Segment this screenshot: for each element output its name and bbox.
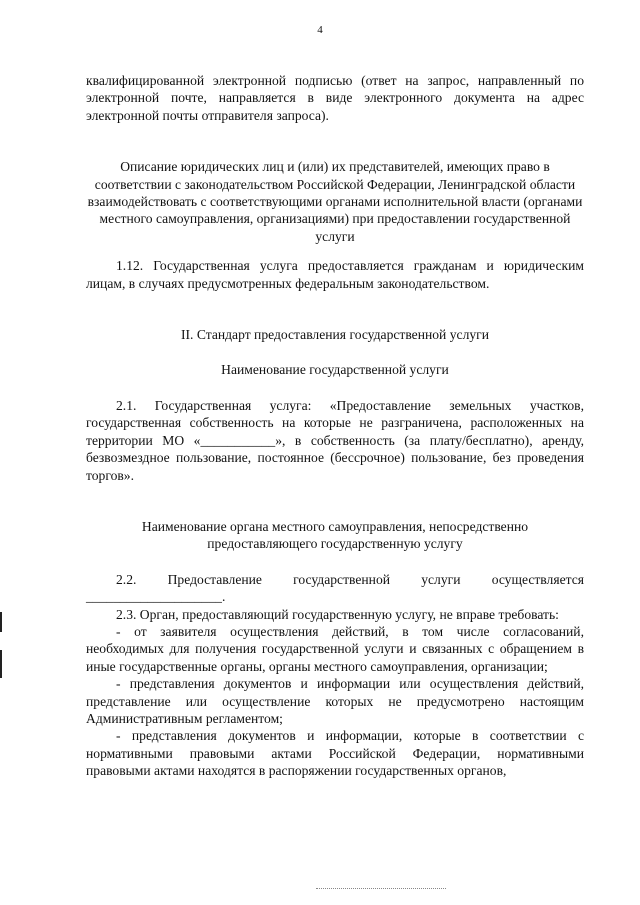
margin-mark — [0, 612, 2, 632]
heading-section-2: II. Стандарт предоставления государственной услуги — [180, 327, 489, 343]
paragraph-1-12: 1.12. Государственная услуга предоставляется гражданам и юридическим лицам, в случаях предусмотренных федеральным законодательством. — [86, 258, 584, 291]
spacer — [86, 553, 584, 571]
document-body — [86, 72, 584, 780]
paragraph-intro: квалифицированной электронной подписью (ответ на запрос, направленный по электронной почте, направляется в виде электронного документа на адрес электронной почты отправителя запроса). — [86, 73, 584, 123]
paragraph-2-1: 2.1. Государственная услуга: «Предоставление земельных участков, государственная собственность на которые не разграничена, расположенных на территории МО «___________», в собственность (за плату/бесплатно), аренду, безвозмездное пользование, постоянное (бессрочное) пользование, без проведения торгов». — [86, 397, 584, 483]
list-item: - представления документов и информации или осуществления действий, представление или осуществление которых не предусмотрено настоящим Административным регламентом; — [86, 676, 584, 726]
spacer — [86, 379, 584, 397]
spacer — [86, 343, 584, 361]
list-item: - представления документов и информации, которые в соответствии с нормативными правовыми актами Российской Федерации, нормативными правовыми актами находятся в распоряжении государственных органов, — [86, 728, 584, 779]
paragraph-2-2: 2.2. Предоставление государственной услуги осуществляется ____________________. — [86, 571, 584, 605]
heading-authority: Наименование органа местного самоуправления, непосредственно предоставляющего государственную услугу — [141, 518, 529, 552]
spacer — [86, 484, 584, 518]
paragraph-2-3: 2.3. Орган, предоставляющий государственную услугу, не вправе требовать: — [116, 606, 559, 622]
page-number: 4 — [317, 24, 323, 36]
spacer — [86, 245, 584, 257]
heading-service-name: Наименование государственной услуги — [221, 362, 449, 378]
heading-applicants: Описание юридических лиц и (или) их представителей, имеющих право в соответствии с законодательством Российской Федерации, Ленинградской области взаимодействовать с соответствующими органами исполнительной власти (органами местного самоуправления, организациями) при предоставлении государственной услуги — [87, 159, 583, 244]
list-item: - от заявителя осуществления действий, в том числе согласований, необходимых для получения государственной услуги и связанных с обращением в иные государственные органы, органы местного самоуправления, организации; — [86, 623, 584, 674]
spacer — [86, 292, 584, 326]
margin-mark — [0, 650, 2, 678]
scan-artifact — [316, 888, 446, 889]
spacer — [86, 124, 584, 158]
